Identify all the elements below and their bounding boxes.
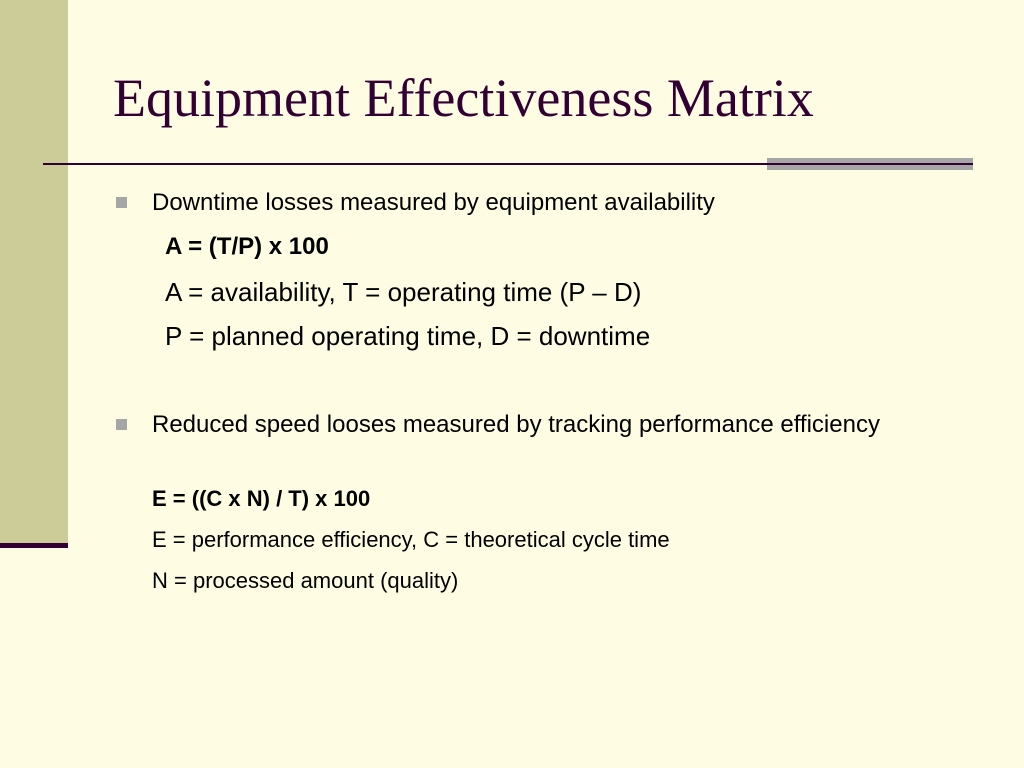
formula-efficiency: E = ((C x N) / T) x 100 — [152, 486, 371, 511]
left-decorative-bar — [0, 0, 68, 545]
left-decorative-rule — [0, 543, 68, 548]
accent-stripe — [767, 165, 973, 170]
bullet-text: Reduced speed looses measured by tracking performance efficiency — [152, 411, 880, 438]
bullet-square-icon — [116, 197, 127, 208]
slide-title: Equipment Effectiveness Matrix — [113, 68, 814, 128]
definition-line: N = processed amount (quality) — [152, 568, 459, 593]
definition-line: E = performance efficiency, C = theoretical cycle time — [152, 527, 670, 552]
bullet-square-icon — [116, 419, 127, 430]
definition-line: P = planned operating time, D = downtime — [165, 321, 651, 351]
accent-stripe — [767, 158, 973, 163]
title-accent-stripes — [767, 158, 973, 178]
definition-line: A = availability, T = operating time (P – D) — [165, 277, 642, 307]
formula-availability: A = (T/P) x 100 — [165, 233, 329, 260]
bullet-text: Downtime losses measured by equipment availability — [152, 189, 715, 216]
